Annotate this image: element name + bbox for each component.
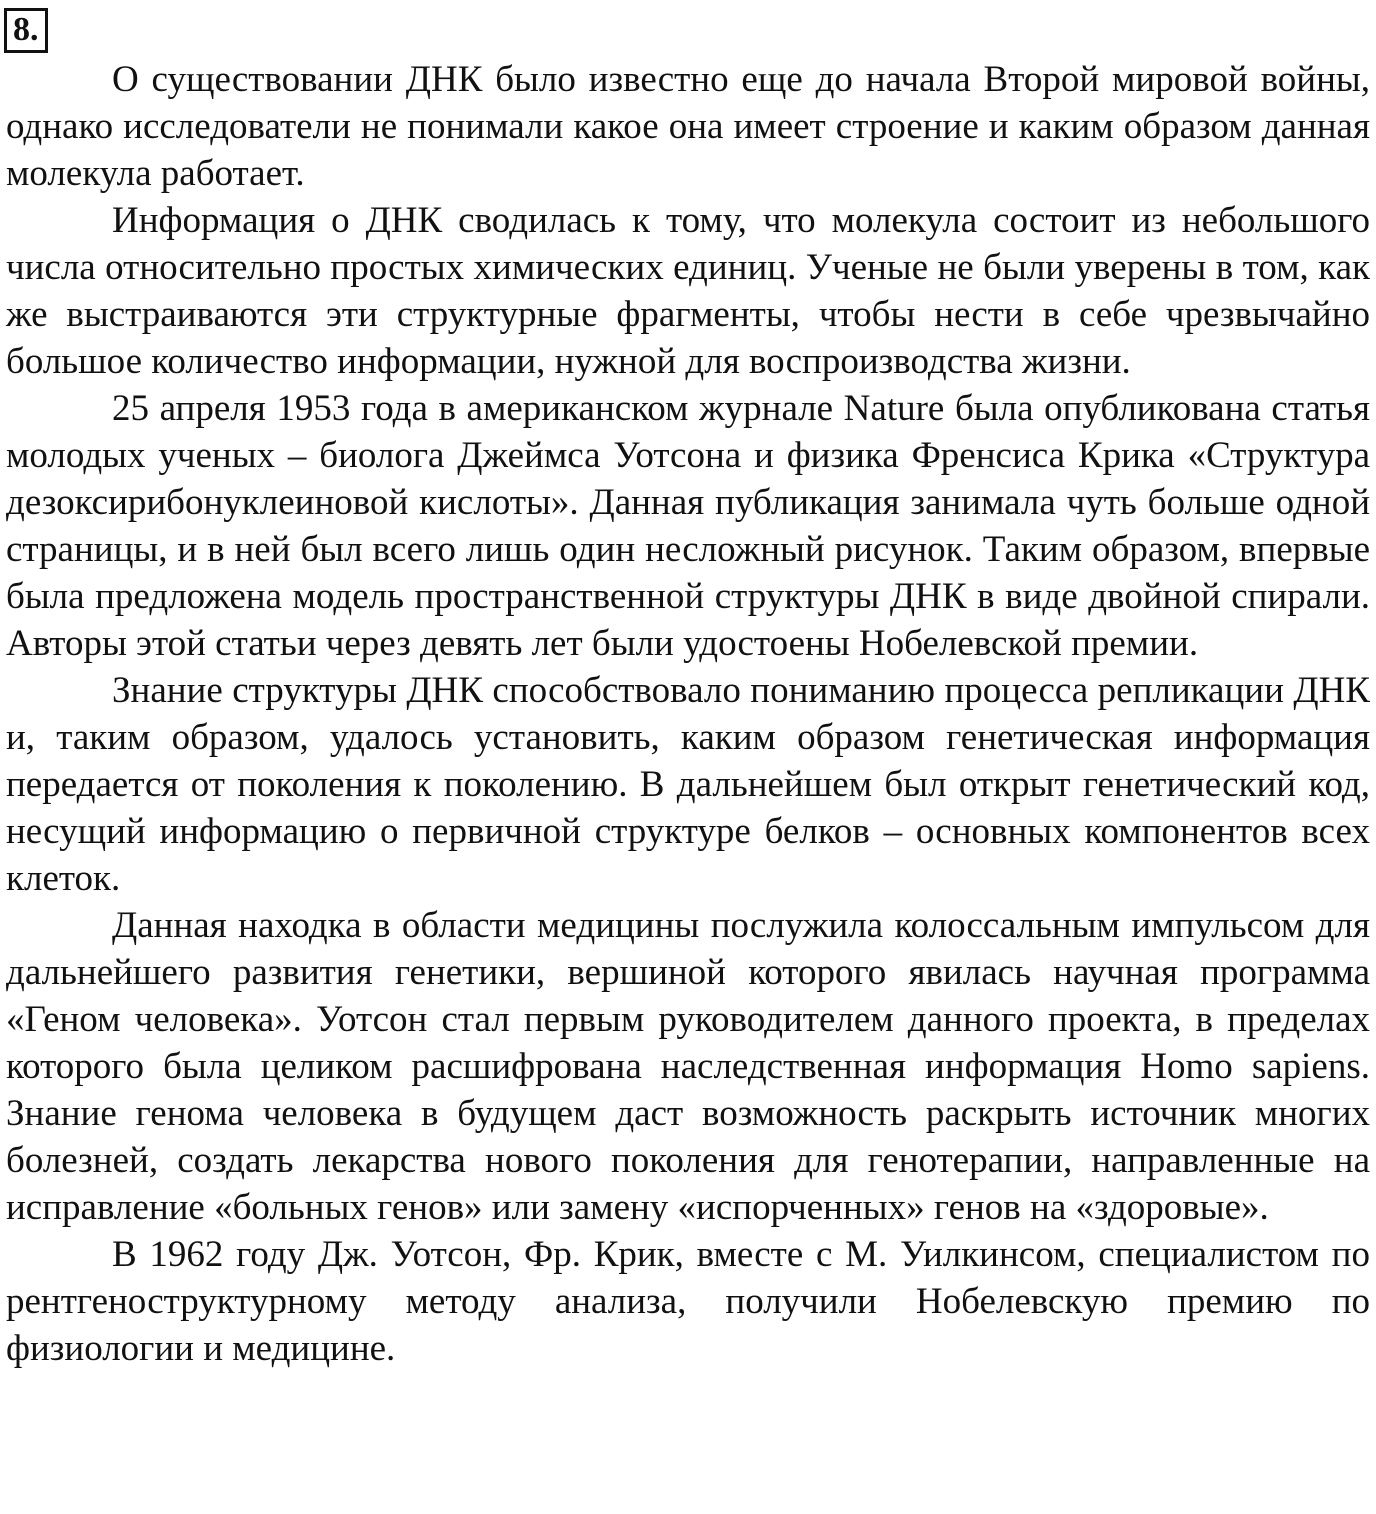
paragraph-1: О существовании ДНК было известно еще до начала Второй мировой войны, однако исследователи не понимали какое она имеет строение и каким образом данная молекула работает. (6, 59, 1370, 194)
paragraph-5: Данная находка в области медицины послужила колоссальным импульсом для дальнейшего развития генетики, вершиной которого явилась научная программа «Геном человека». Уотсон стал первым руководителем данного проекта, в пределах которого была целиком расшифрована наследственная информация Homo sapiens. Знание генома человека в будущем даст возможность раскрыть источник многих болезней, создать лекарства нового поколения для генотерапии, направленные на исправление «больных генов» или замену «испорченных» генов на «здоровые». (6, 905, 1370, 1228)
document-page (6, 5, 1370, 1372)
paragraph-2: Информация о ДНК сводилась к тому, что молекула состоит из небольшого числа относительно простых химических единиц. Ученые не были уверены в том, как же выстраиваются эти структурные фрагменты, чтобы нести в себе чрезвычайно большое количество информации, нужной для воспроизводства жизни. (6, 200, 1370, 382)
paragraph-3: 25 апреля 1953 года в американском журнале Nature была опубликована статья молодых ученых – биолога Джеймса Уотсона и физика Френсиса Крика «Структура дезоксирибонуклеиновой кислоты». Данная публикация занимала чуть больше одной страницы, и в ней был всего лишь один несложный рисунок. Таким образом, впервые была предложена модель пространственной структуры ДНК в виде двойной спирали. Авторы этой статьи через девять лет были удостоены Нобелевской премии. (6, 388, 1370, 664)
paragraph-4: Знание структуры ДНК способствовало пониманию процесса репликации ДНК и, таким образом, удалось установить, каким образом генетическая информация передается от поколения к поколению. В дальнейшем был открыт генетический код, несущий информацию о первичной структуре белков – основных компонентов всех клеток. (6, 670, 1370, 899)
paragraph-6: В 1962 году Дж. Уотсон, Фр. Крик, вместе с М. Уилкинсом, специалистом по рентгеноструктурному методу анализа, получили Нобелевскую премию по физиологии и медицине. (6, 1234, 1370, 1369)
task-number-box: 8. (4, 8, 48, 53)
